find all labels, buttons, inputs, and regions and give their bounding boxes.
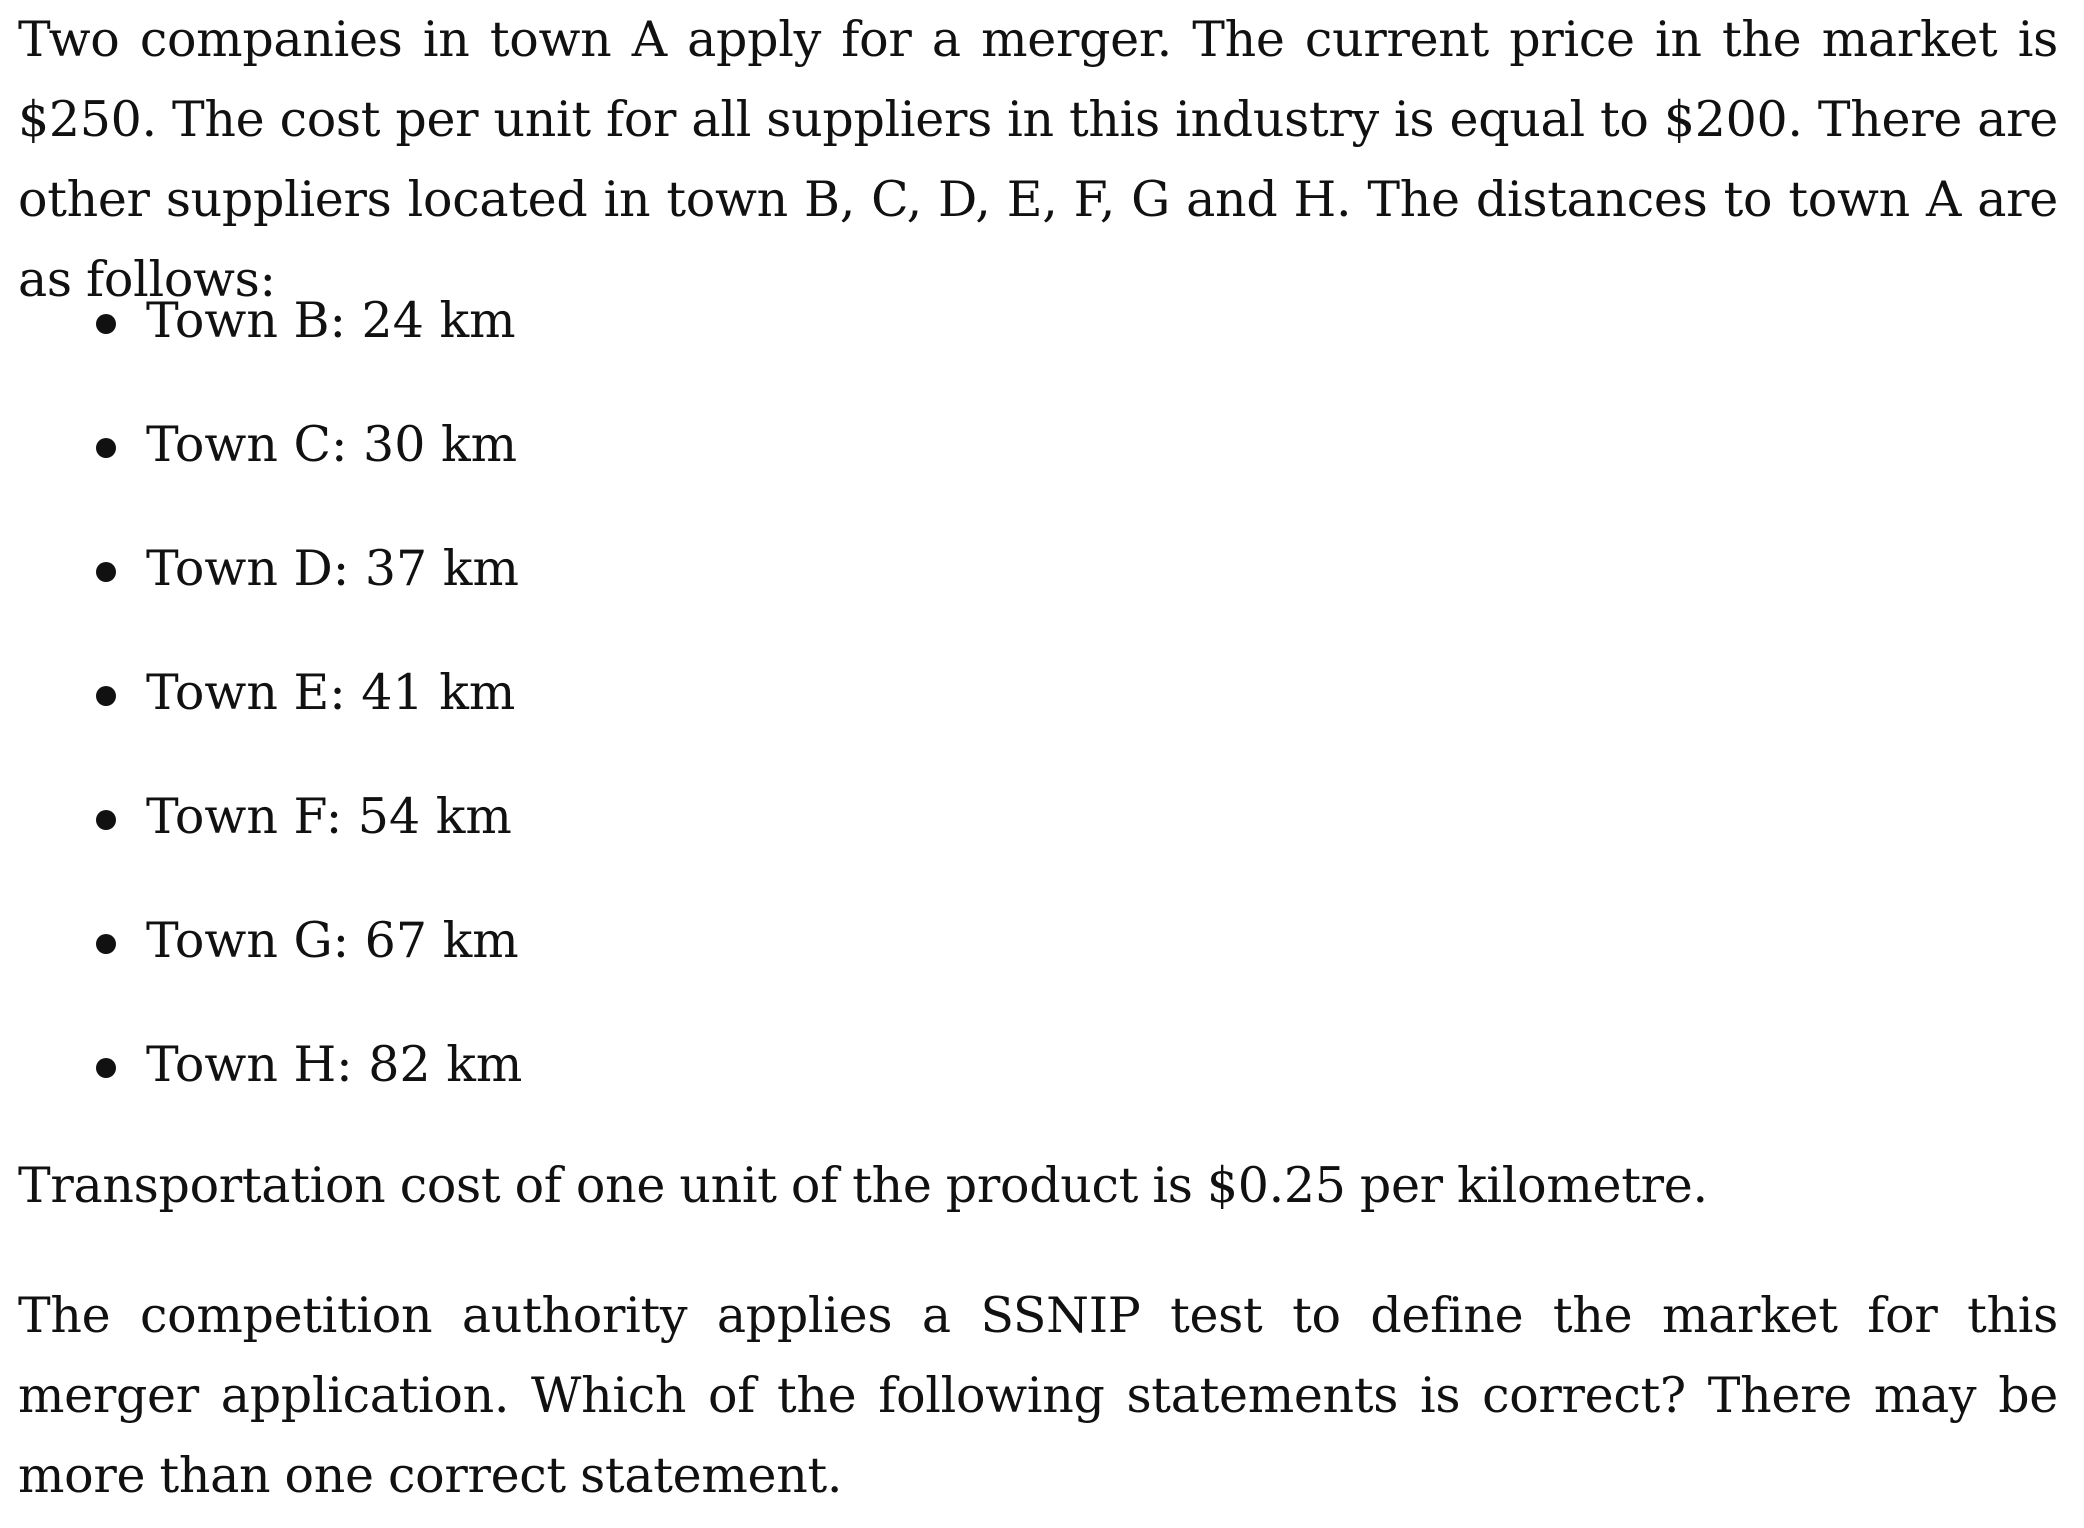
bullet-icon	[96, 934, 116, 954]
list-item	[18, 1020, 1218, 1144]
bullet-icon	[96, 562, 116, 582]
list-item	[18, 524, 1218, 648]
list-item	[18, 772, 1218, 896]
intro-paragraph: Two companies in town A apply for a merger. The current price in the market is $250. The cost per unit for all suppliers in this industry is equal to $200. There are other suppliers located in town B, C, D, E, F, G and H. The distances to town A are as follows:	[18, 11, 2058, 308]
town-label: Town D: 37 km	[146, 540, 519, 597]
town-label: Town E: 41 km	[146, 664, 516, 721]
town-label: Town G: 67 km	[146, 912, 519, 969]
transport-cost-paragraph: Transportation cost of one unit of the product is $0.25 per kilometre.	[18, 1157, 1708, 1214]
bullet-icon	[96, 438, 116, 458]
bullet-icon	[96, 314, 116, 334]
list-item	[18, 896, 1218, 1020]
bullet-icon	[96, 810, 116, 830]
bullet-icon	[96, 1058, 116, 1078]
list-item	[18, 648, 1218, 772]
bullet-icon	[96, 686, 116, 706]
town-label: Town F: 54 km	[146, 788, 512, 845]
town-label: Town C: 30 km	[146, 416, 518, 473]
town-distance-list	[18, 276, 1218, 1144]
list-item	[18, 400, 1218, 524]
list-item	[18, 276, 1218, 400]
question-paragraph: The competition authority applies a SSNIP test to define the market for this merger application. Which of the following statements is correct? There may be more than one correct statement.	[18, 1287, 2058, 1504]
town-label: Town B: 24 km	[146, 292, 516, 349]
town-label: Town H: 82 km	[146, 1036, 523, 1093]
